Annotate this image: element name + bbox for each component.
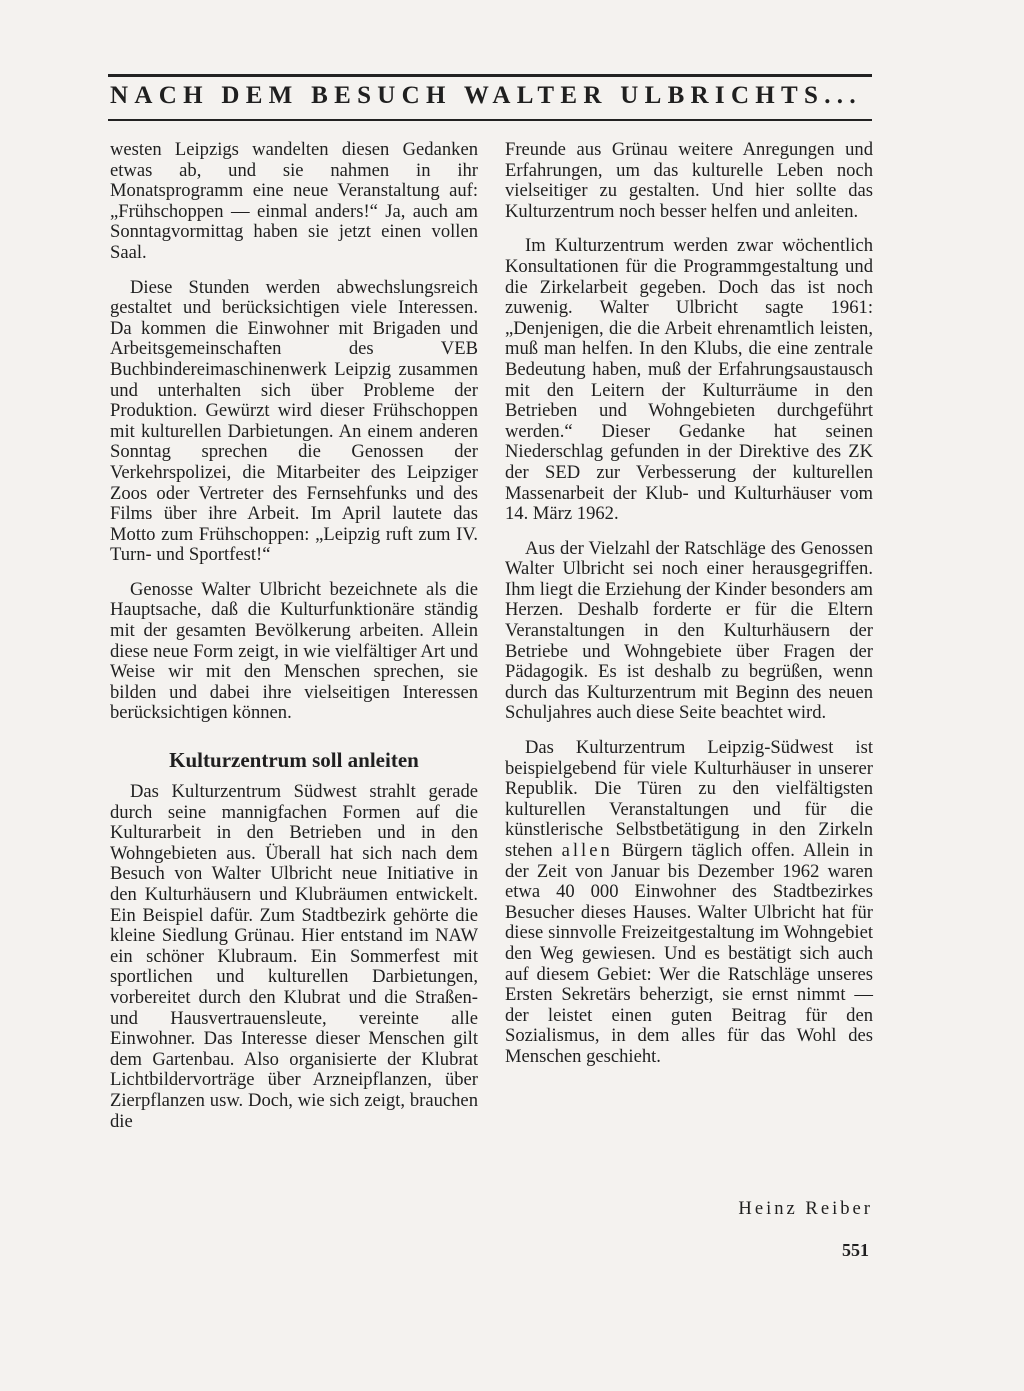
paragraph: Diese Stunden werden abwechslungsreich gestaltet und berücksichtigen viele Interessen. Da kommen die Einwohner mit Brigaden und Arbeitsgemeinschaften des VEB Buchbindereimaschinenwerk Leipzig zusammen und unterhalten sich über Probleme der Produktion. Gewürzt wird dieser Frühschoppen mit kulturellen Darbietungen. An einem anderen Sonntag sprechen die Genossen der Verkehrspolizei, die Mitarbeiter des Leipziger Zoos oder Vertreter des Fernsehfunks und des Films über ihre Arbeit. Im April lautete das Motto zum Frühschoppen: „Leipzig ruft zum IV. Turn- und Sportfest!“ xyxy=(110,276,478,566)
header-title: NACH DEM BESUCH WALTER ULBRICHTS... xyxy=(110,82,862,109)
author-signature: Heinz Reiber xyxy=(738,1198,873,1219)
header-bottom-rule xyxy=(108,119,872,121)
page-number: 551 xyxy=(842,1240,869,1260)
paragraph-text: Bürgern täglich offen. Allein in der Zeit von Januar bis Dezember 1962 waren etwa 40 000 Einwohner des Stadtbezirkes Besucher dieses Hauses. Walter Ulbricht hat für diese sinnvolle Freizeitgestaltung im Wohngebiet den Weg gewiesen. Und es bestätigt sich auch auf diesem Gebiet: Wer die Ratschläge unseres Ersten Sekretärs beherzigt, sie ernst nimmt — der leistet einen guten Beitrag für den Sozialismus, in dem alles für das Wohl des Menschen geschieht. xyxy=(505,840,873,1067)
emphasized-word: allen xyxy=(561,840,613,861)
paragraph-text: Das Kulturzentrum Leipzig-Südwest ist beispielgebend für viele Kulturhäuser in unserer Republik. Die Türen zu den vielfältigsten kulturellen Veranstaltungen und für die künstlerische Selbstbetätigung in den Zirkeln stehen xyxy=(505,737,873,861)
header-top-rule xyxy=(108,74,872,77)
paragraph: Im Kulturzentrum werden zwar wöchentlich Konsultationen für die Programmgestaltung und die Zirkelarbeit gegeben. Doch das ist noch zuwenig. Walter Ulbricht sagte 1961: „Denjenigen, die die Arbeit ehrenamtlich leisten, muß man helfen. In den Klubs, die eine zentrale Bedeutung haben, muß der Erfahrungsaustausch mit den Leitern der Kulturräume in den Betrieben und Wohngebieten durchgeführt werden.“ Dieser Gedanke hat seinen Niederschlag gefunden in der Direktive des ZK der SED zur Verbesserung der kulturellen Massenarbeit der Klub- und Kulturhäuser vom 14. März 1962. xyxy=(505,235,873,525)
paragraph: Genosse Walter Ulbricht bezeichnete als die Hauptsache, daß die Kulturfunktionäre ständig mit der gesamten Bevölkerung arbeiten. Allein diese neue Form zeigt, in wie vielfältiger Art und Weise wir mit den Menschen sprechen, sie bilden und dabei ihre vielseitigen Interessen berücksichtigen können. xyxy=(110,578,478,724)
section-heading: Kulturzentrum soll anleiten xyxy=(169,748,419,773)
paragraph xyxy=(505,738,873,1068)
paragraph: Aus der Vielzahl der Ratschläge des Genossen Walter Ulbricht sei noch einer herausgegriffen. Ihm liegt die Erziehung der Kinder besonders am Herzen. Deshalb forderte er für die Eltern Veranstaltungen in den Kulturhäusern der Betriebe und Wohngebiete über Fragen der Pädagogik. Es ist deshalb zu begrüßen, wenn durch das Kulturzentrum mit Beginn des neuen Schuljahres auch diese Seite beachtet wird. xyxy=(505,537,873,724)
paragraph: Das Kulturzentrum Südwest strahlt gerade durch seine mannigfachen Formen auf die Kulturarbeit in den Betrieben und in den Wohngebieten aus. Überall hat sich nach dem Besuch von Walter Ulbricht neue Initiative in den Kulturhäusern und Klubräumen entwickelt. Ein Beispiel dafür. Zum Stadtbezirk gehörte die kleine Siedlung Grünau. Hier entstand im NAW ein schöner Klubraum. Ein Sommerfest mit sportlichen und kulturellen Darbietungen, vorbereitet durch den Klubrat und die Straßen- und Hausvertrauensleute, vereinte alle Einwohner. Das Interesse dieser Menschen gilt dem Gartenbau. Also organisierte der Klubrat Lichtbildervorträge über Arzneipflanzen, über Zierpflanzen usw. Doch, wie sich zeigt, brauchen die xyxy=(110,781,478,1132)
paragraph: Freunde aus Grünau weitere Anregungen und Erfahrungen, um das kulturelle Leben noch vielseitiger zu gestalten. Und hier sollte das Kulturzentrum noch besser helfen und anleiten. xyxy=(505,139,873,222)
right-column xyxy=(505,140,873,1082)
left-column xyxy=(110,140,478,1146)
paragraph: westen Leipzigs wandelten diesen Gedanken etwas ab, und sie nahmen in ihr Monatsprogramm eine neue Veranstaltung auf: „Frühschoppen — einmal anders!“ Ja, auch am Sonntagvormittag haben sie jetzt einen vollen Saal. xyxy=(110,139,478,263)
